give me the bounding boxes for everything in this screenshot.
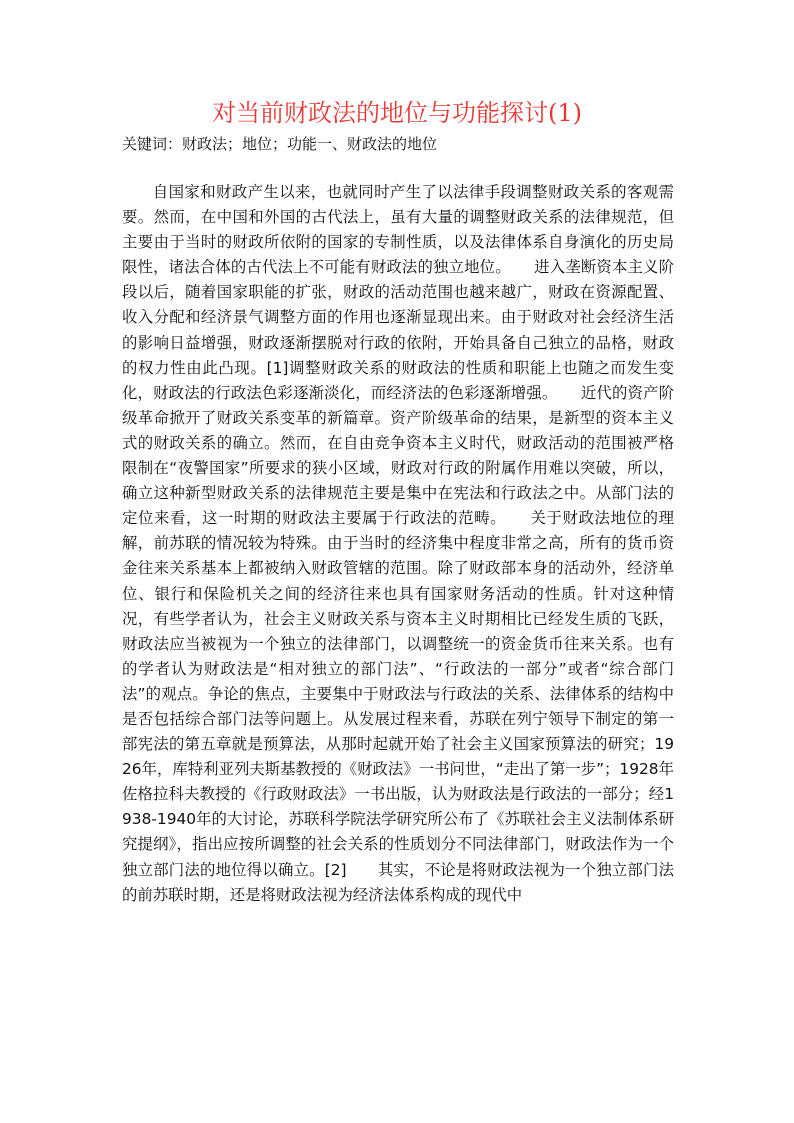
keywords-line: 关键词：财政法；地位；功能一、财政法的地位	[122, 135, 438, 153]
document-title: 对当前财政法的地位与功能探讨(1)	[212, 99, 582, 127]
body-paragraph: 自国家和财政产生以来，也就同时产生了以法律手段调整财政关系的客观需要。然而，在中国和外国的古代法上，虽有大量的调整财政关系的法律规范，但主要由于当时的财政所依附的国家的专制性质，以及法律体系自身演化的历史局限性，诸法合体的古代法上不可能有财政法的独立地位。 进入垄断资本主义阶段以后，随着国家职能的扩张，财政的活动范围也越来越广，财政在资源配置、收入分配和经济景气调整方面的作用也逐渐显现出来。由于财政对社会经济生活的影响日益增强，财政逐渐摆脱对行政的依附，开始具备自己独立的品格，财政的权力性由此凸现。[1]调整财政关系的财政法的性质和职能上也随之而发生变化，财政法的行政法色彩逐渐淡化，而经济法的色彩逐渐增强。 近代的资产阶级革命掀开了财政关系变革的新篇章。资产阶级革命的结果，是新型的资本主义式的财政关系的确立。然而，在自由竞争资本主义时代，财政活动的范围被严格限制在“夜警国家”所要求的狭小区域，财政对行政的附属作用难以突破，所以，确立这种新型财政关系的法律规范主要是集中在宪法和行政法之中。从部门法的定位来看，这一时期的财政法主要属于行政法的范畴。 关于财政法地位的理解，前苏联的情况较为特殊。由于当时的经济集中程度非常之高，所有的货币资金往来关系基本上都被纳入财政管辖的范围。除了财政部本身的活动外，经济单位、银行和保险机关之间的经济往来也具有国家财务活动的性质。针对这种情况，有些学者认为，社会主义财政关系与资本主义时期相比已经发生质的飞跃，财政法应当被视为一个独立的法律部门，以调整统一的资金货币往来关系。也有的学者认为财政法是“相对独立的部门法”、“行政法的一部分”或者“综合部门法”的观点。争论的焦点，主要集中于财政法与行政法的关系、法律体系的结构中是否包括综合部门法等问题上。从发展过程来看，苏联在列宁领导下制定的第一部宪法的第五章就是预算法，从那时起就开始了社会主义国家预算法的研究；1926年，库特利亚列夫斯基教授的《财政法》一书问世，“走出了第一步”；1928年佐格拉科夫教授的《行政财政法》一书出版，认为财政法是行政法的一部分；经1938-1940年的大讨论，苏联科学院法学研究所公布了《苏联社会主义法制体系研究提纲》，指出应按所调整的社会关系的性质划分不同法律部门，财政法作为一个独立部门法的地位得以确立。[2] 其实，不论是将财政法视为一个独立部门法的前苏联时期，还是将财政法视为经济法体系构成的现代中	[122, 183, 674, 904]
